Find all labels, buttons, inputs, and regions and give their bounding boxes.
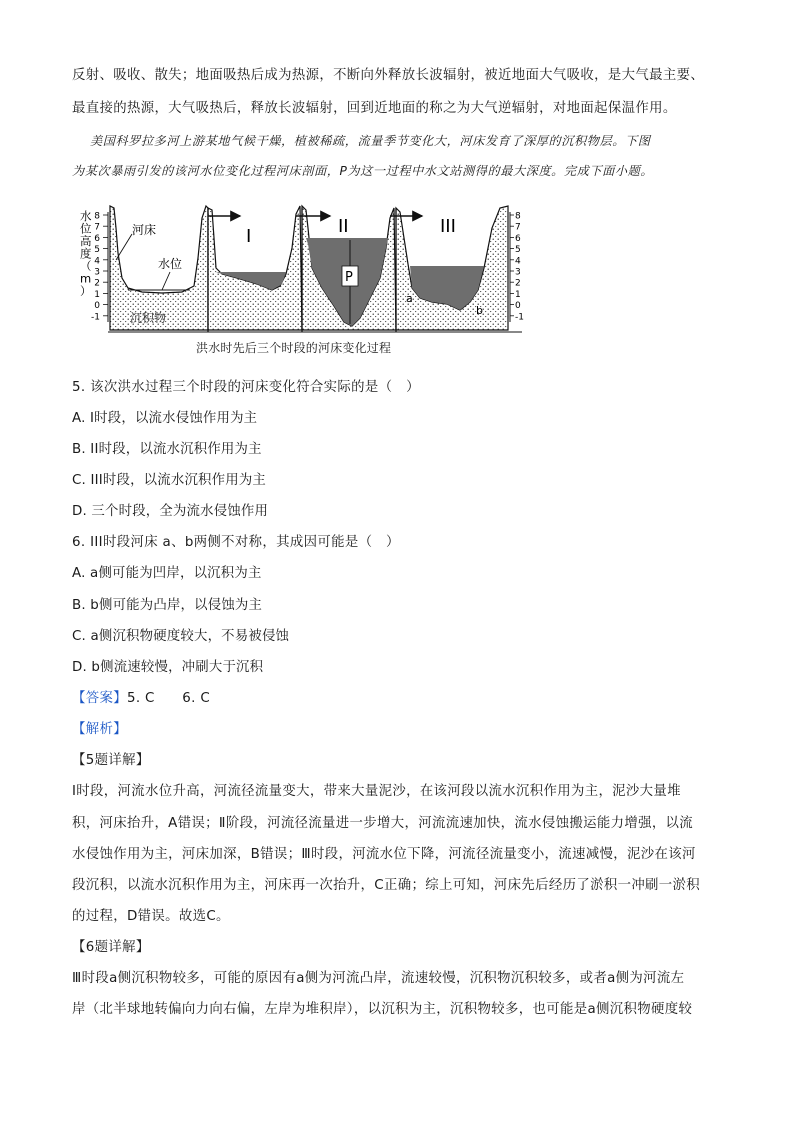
left-tick-label: 7 (94, 222, 100, 233)
right-tick-label: 1 (515, 289, 521, 300)
question-5-option-b: B. II时段，以流水沉积作用为主 (72, 442, 262, 457)
paragraph-line: 最直接的热源，大气吸热后，释放长波辐射，回到近地面的称之为大气逆辐射，对地面起保温作用。 (72, 101, 677, 116)
left-tick-label: 2 (94, 278, 100, 289)
right-tick-label: 5 (515, 245, 521, 256)
detail-6-line: 岸（北半球地转偏向力向右偏，左岸为堆积岸），以沉积为主，沉积物较多，也可能是a侧沉积物硬度较 (72, 1002, 693, 1017)
detail-5-line: 水侵蚀作用为主，河床加深，B错误；Ⅲ时段，河流水位下降，河流径流量变小，流速减慢，泥沙在该河 (72, 847, 696, 862)
material-line: 为某次暴雨引发的该河水位变化过程河床剖面，P为这一过程中水文站测得的最大深度。完成下面小题。 (72, 164, 654, 178)
detail-6-line: Ⅲ时段a侧沉积物较多，可能的原因有a侧为河流凸岸，流速较慢，沉积物沉积较多，或者a侧为河流左 (72, 971, 685, 986)
riverbed-cross-section-figure (72, 198, 532, 338)
y-axis-label-char: 高 (80, 234, 92, 248)
detail-5-line: I时段，河流水位升高，河流径流量变大，带来大量泥沙，在该河段以流水沉积作用为主，泥沙大量堆 (72, 784, 681, 799)
right-tick-label: 2 (515, 278, 521, 289)
y-axis-label-char: （ (80, 259, 92, 273)
water-level-pointer (162, 272, 170, 290)
right-tick-label: 7 (515, 222, 521, 233)
left-tick-label: 5 (94, 245, 100, 256)
left-tick-label: 8 (94, 211, 100, 222)
left-tick-label: 0 (94, 301, 100, 312)
figure-caption: 洪水时先后三个时段的河床变化过程 (196, 341, 392, 355)
question-6-stem: 6. III时段河床 a、b两侧不对称，其成因可能是（ ） (72, 535, 400, 550)
P-label: P (345, 270, 353, 285)
right-tick-labels (510, 212, 524, 323)
question-6-option-b: B. b侧可能为凸岸，以侵蚀为主 (72, 598, 263, 613)
analysis-tag: 【解析】 (72, 722, 127, 737)
left-tick-label: 1 (94, 289, 100, 300)
y-axis-label-char: 水 (80, 209, 92, 223)
sediment-label: 沉积物 (130, 311, 167, 325)
y-axis-label-vertical (80, 209, 92, 298)
right-tick-label: -1 (515, 312, 524, 323)
water-level-label: 水位 (158, 257, 183, 271)
right-tick-label: 0 (515, 301, 521, 312)
y-axis-label-char: 位 (80, 221, 92, 236)
riverbed-label: 河床 (132, 223, 157, 237)
a-label: a (406, 292, 413, 305)
question-5-option-c: C. III时段，以流水沉积作用为主 (72, 473, 266, 488)
detail-5-line: 的过程，D错误。故选C。 (72, 909, 230, 924)
detail-6-tag: 【6题详解】 (72, 940, 150, 955)
right-tick-label: 4 (515, 256, 521, 267)
left-tick-label: -1 (91, 312, 100, 323)
answer-line (72, 689, 722, 709)
detail-5-line: 积，河床抬升，A错误；Ⅱ阶段，河流径流量进一步增大，河流流速加快，流水侵蚀搬运能力增强，以流 (72, 816, 694, 831)
question-5-option-d: D. 三个时段，全为流水侵蚀作用 (72, 504, 269, 519)
left-tick-label: 3 (94, 267, 100, 278)
answer-tag: 【答案】 (72, 691, 127, 706)
material-line: 美国科罗拉多河上游某地气候干燥，植被稀疏，流量季节变化大，河床发育了深厚的沉积物层。下图 (90, 134, 651, 148)
period-I-label: I (246, 226, 252, 247)
riverbed-pointer (116, 234, 132, 260)
left-tick-labels (91, 212, 108, 323)
question-6-option-a: A. a侧可能为凹岸，以沉积为主 (72, 566, 262, 581)
question-5-option-a: A. I时段，以流水侵蚀作用为主 (72, 411, 258, 426)
question-6-option-d: D. b侧流速较慢，冲刷大于沉积 (72, 660, 264, 675)
detail-5-line: 段沉积，以流水沉积作用为主，河床再一次抬升，C正确；综上可知，河床先后经历了淤积一冲刷一淤积 (72, 878, 701, 893)
riverbed-diagram (72, 198, 532, 338)
answer-text: 5. C 6. C (126, 691, 211, 706)
left-tick-label: 6 (94, 233, 100, 244)
question-5-stem: 5. 该次洪水过程三个时段的河床变化符合实际的是（ ） (72, 380, 420, 395)
left-tick-label: 4 (94, 256, 100, 267)
b-label: b (476, 304, 483, 317)
right-tick-label: 8 (515, 211, 521, 222)
y-axis-label-char: 度 (80, 246, 92, 261)
detail-5-tag: 【5题详解】 (72, 753, 150, 768)
question-6-option-c: C. a侧沉积物硬度较大，不易被侵蚀 (72, 629, 290, 644)
period-I-sediment (208, 206, 302, 330)
y-axis-label-char: m (80, 271, 92, 286)
y-axis-label-char: ） (80, 284, 92, 298)
right-tick-label: 6 (515, 233, 521, 244)
period-II-label: II (338, 216, 349, 237)
right-tick-label: 3 (515, 267, 521, 278)
period-III-label: III (440, 216, 456, 237)
paragraph-line: 反射、吸收、散失；地面吸热后成为热源，不断向外释放长波辐射，被近地面大气吸收，是大气最主要、 (72, 68, 705, 83)
